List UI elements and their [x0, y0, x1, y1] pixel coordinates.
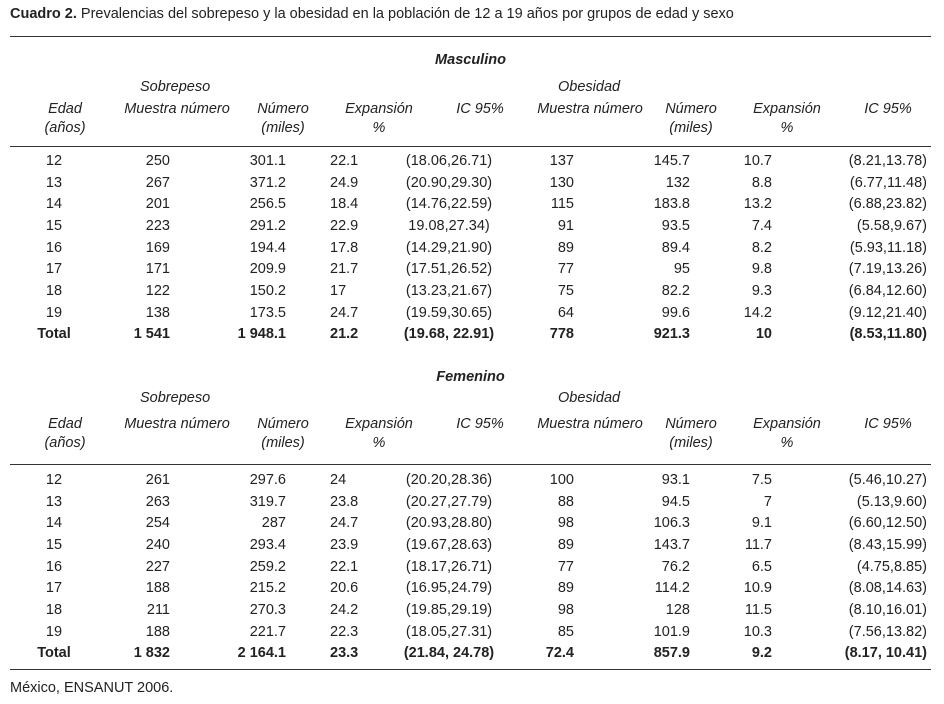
- cell-expansion-sobrepeso: 22.3: [330, 623, 359, 640]
- col-header-ic-obesidad-f: IC 95%: [864, 416, 912, 432]
- table-row: [10, 215, 931, 237]
- cell-expansion-obesidad: 10.9: [743, 580, 772, 597]
- col-header-ic-obesidad: IC 95%: [864, 101, 912, 117]
- cell-ic-sobrepeso: (14.76,22.59): [405, 196, 493, 213]
- table-row: [10, 193, 931, 215]
- cell-ic-sobrepeso: (19.67,28.63): [405, 536, 493, 553]
- cell-numero-sobrepeso: 270.3: [249, 601, 286, 618]
- col-header-expansion-obesidad-f: Expansión %: [753, 416, 821, 451]
- col-header-muestra-obesidad: Muestra número: [537, 101, 643, 117]
- cell-muestra-obesidad: 98: [557, 601, 574, 618]
- cell-numero-obesidad: 93.5: [661, 217, 690, 234]
- cell-ic-sobrepeso: (19.59,30.65): [405, 304, 493, 321]
- cell-ic-obesidad: (5.58,9.67): [856, 217, 927, 234]
- cell-expansion-obesidad: 7: [763, 493, 772, 510]
- cell-numero-obesidad: 143.7: [653, 536, 690, 553]
- cell-muestra-obesidad: 98: [557, 515, 574, 532]
- cell-ic-obesidad: (8.21,13.78): [848, 152, 927, 169]
- cell-ic-obesidad: (6.77,11.48): [849, 174, 927, 191]
- table-row: [10, 599, 931, 621]
- cell-muestra-sobrepeso: 138: [145, 304, 170, 321]
- cell-muestra-sobrepeso: 254: [145, 515, 170, 532]
- cell-ic-obesidad: (5.93,11.18): [849, 239, 927, 256]
- col-header-muestra-sobrepeso-f: Muestra número: [124, 416, 230, 432]
- cell-numero-obesidad: 145.7: [653, 152, 690, 169]
- cell-expansion-sobrepeso: 24.9: [330, 174, 359, 191]
- cell-expansion-obesidad: 7.4: [751, 217, 772, 234]
- cell-muestra-obesidad: 778: [549, 326, 574, 343]
- cell-numero-sobrepeso: 301.1: [249, 152, 286, 169]
- col-header-muestra-obesidad-f: Muestra número: [537, 416, 643, 432]
- cell-expansion-sobrepeso: 22.9: [330, 217, 359, 234]
- cell-numero-sobrepeso: 173.5: [249, 304, 286, 321]
- cell-numero-sobrepeso: 209.9: [249, 261, 286, 278]
- cell-edad: Total: [37, 326, 71, 343]
- col-header-edad: Edad (años): [44, 101, 86, 136]
- cell-numero-obesidad: 132: [665, 174, 690, 191]
- cell-numero-obesidad: 857.9: [653, 645, 690, 662]
- cell-numero-obesidad: 93.1: [661, 471, 690, 488]
- data-table-masculino: [10, 150, 931, 345]
- cell-muestra-sobrepeso: 188: [145, 580, 170, 597]
- cell-expansion-obesidad: 10.3: [743, 623, 772, 640]
- cell-ic-sobrepeso: 19.08,27.34): [408, 217, 490, 234]
- col-header-numero-sobrepeso-f: Número (miles): [257, 416, 309, 451]
- cell-ic-sobrepeso: (14.29,21.90): [405, 239, 493, 256]
- cell-expansion-obesidad: 13.2: [743, 196, 772, 213]
- table-row: [10, 302, 931, 324]
- table-row: [10, 469, 931, 491]
- cell-edad: 15: [45, 536, 63, 553]
- table-row: [10, 534, 931, 556]
- cell-numero-obesidad: 183.8: [653, 196, 690, 213]
- cell-muestra-obesidad: 85: [557, 623, 574, 640]
- cell-ic-obesidad: (8.43,15.99): [848, 536, 927, 553]
- section-title-femenino: Femenino: [436, 369, 505, 385]
- cell-muestra-obesidad: 72.4: [545, 645, 574, 662]
- cell-muestra-obesidad: 115: [550, 196, 574, 213]
- cell-ic-sobrepeso: (20.93,28.80): [405, 515, 493, 532]
- cell-muestra-obesidad: 130: [549, 174, 574, 191]
- cell-ic-obesidad: (5.46,10.27): [848, 471, 927, 488]
- cell-ic-obesidad: (8.17, 10.41): [844, 645, 927, 662]
- cell-expansion-sobrepeso: 18.4: [330, 196, 359, 213]
- col-header-expansion-sobrepeso: Expansión %: [345, 101, 413, 136]
- cell-numero-obesidad: 76.2: [661, 558, 690, 575]
- cell-expansion-obesidad: 6.5: [751, 558, 772, 575]
- cell-expansion-sobrepeso: 17.8: [330, 239, 359, 256]
- cell-edad: 15: [45, 217, 63, 234]
- cell-expansion-sobrepeso: 24: [330, 471, 347, 488]
- cell-muestra-sobrepeso: 223: [145, 217, 170, 234]
- cell-numero-sobrepeso: 297.6: [249, 471, 286, 488]
- cell-ic-obesidad: (9.12,21.40): [848, 304, 927, 321]
- cell-muestra-sobrepeso: 240: [145, 536, 170, 553]
- cell-ic-obesidad: (4.75,8.85): [856, 558, 927, 575]
- table-row: [10, 512, 931, 534]
- cell-muestra-obesidad: 100: [549, 471, 574, 488]
- col-header-numero-sobrepeso: Número (miles): [257, 101, 309, 136]
- cell-ic-sobrepeso: (19.85,29.19): [405, 601, 493, 618]
- cell-edad: Total: [37, 645, 71, 662]
- cell-expansion-sobrepeso: 21.2: [330, 326, 359, 343]
- cell-edad: 17: [45, 580, 63, 597]
- cell-numero-obesidad: 101.9: [653, 623, 690, 640]
- table-row: [10, 150, 931, 172]
- cell-muestra-sobrepeso: 122: [145, 282, 170, 299]
- cell-numero-obesidad: 89.4: [661, 239, 690, 256]
- cell-expansion-sobrepeso: 23.9: [330, 536, 359, 553]
- cell-numero-sobrepeso: 194.4: [249, 239, 286, 256]
- cell-expansion-sobrepeso: 24.7: [330, 515, 359, 532]
- cell-muestra-obesidad: 91: [557, 217, 574, 234]
- col-header-expansion-sobrepeso-f: Expansión %: [345, 416, 413, 451]
- cell-numero-sobrepeso: 256.5: [249, 196, 286, 213]
- cell-muestra-sobrepeso: 211: [146, 601, 170, 618]
- cell-expansion-sobrepeso: 17: [330, 282, 347, 299]
- cell-edad: 14: [45, 515, 63, 532]
- cell-numero-sobrepeso: 287: [261, 515, 286, 532]
- cell-muestra-obesidad: 64: [557, 304, 574, 321]
- cell-muestra-obesidad: 88: [557, 493, 574, 510]
- table-caption: [10, 6, 734, 22]
- cell-ic-sobrepeso: (18.17,26.71): [405, 558, 493, 575]
- cell-numero-sobrepeso: 293.4: [249, 536, 286, 553]
- cell-edad: 19: [45, 623, 63, 640]
- col-header-numero-obesidad: Número (miles): [665, 101, 717, 136]
- cell-edad: 12: [45, 152, 63, 169]
- cell-muestra-sobrepeso: 263: [145, 493, 170, 510]
- cell-muestra-sobrepeso: 250: [145, 152, 170, 169]
- cell-ic-sobrepeso: (18.06,26.71): [405, 152, 493, 169]
- cell-ic-obesidad: (6.84,12.60): [848, 282, 927, 299]
- cell-ic-sobrepeso: (13.23,21.67): [405, 282, 493, 299]
- cell-expansion-obesidad: 7.5: [751, 471, 772, 488]
- col-header-ic-sobrepeso: IC 95%: [456, 101, 504, 117]
- cell-numero-sobrepeso: 371.2: [249, 174, 286, 191]
- cell-muestra-obesidad: 89: [557, 580, 574, 597]
- cell-expansion-obesidad: 8.8: [751, 174, 772, 191]
- table-row: [10, 491, 931, 513]
- caption-text: Prevalencias del sobrepeso y la obesidad en la población de 12 a 19 años por grupos de edad y sexo: [80, 6, 734, 22]
- cell-edad: 14: [45, 196, 63, 213]
- cell-numero-obesidad: 106.3: [653, 515, 690, 532]
- cell-expansion-obesidad: 9.8: [751, 261, 772, 278]
- cell-ic-sobrepeso: (20.90,29.30): [405, 174, 493, 191]
- table-row: [10, 556, 931, 578]
- cell-numero-obesidad: 128: [665, 601, 690, 618]
- cell-ic-sobrepeso: (20.20,28.36): [405, 471, 493, 488]
- group-header-sobrepeso: Sobrepeso: [140, 79, 211, 95]
- cell-muestra-obesidad: 75: [557, 282, 574, 299]
- group-header-obesidad: Obesidad: [558, 79, 621, 95]
- table-row: [10, 258, 931, 280]
- cell-ic-obesidad: (6.88,23.82): [848, 196, 927, 213]
- cell-numero-sobrepeso: 1 948.1: [237, 326, 286, 343]
- cell-ic-obesidad: (8.08,14.63): [848, 580, 927, 597]
- cell-muestra-sobrepeso: 261: [145, 471, 170, 488]
- cell-muestra-obesidad: 137: [549, 152, 574, 169]
- cell-expansion-sobrepeso: 23.8: [330, 493, 359, 510]
- cell-ic-sobrepeso: (20.27,27.79): [405, 493, 493, 510]
- group-header-obesidad-f: Obesidad: [558, 390, 621, 406]
- cell-expansion-obesidad: 11.5: [744, 601, 772, 618]
- cell-expansion-obesidad: 8.2: [751, 239, 772, 256]
- cell-ic-obesidad: (8.53,11.80): [849, 326, 927, 343]
- top-rule: [10, 36, 931, 37]
- group-header-sobrepeso-f: Sobrepeso: [140, 390, 211, 406]
- cell-edad: 16: [45, 239, 63, 256]
- table-row: [10, 237, 931, 259]
- cell-numero-sobrepeso: 259.2: [249, 558, 286, 575]
- source-note: México, ENSANUT 2006.: [10, 680, 174, 696]
- cell-ic-sobrepeso: (16.95,24.79): [405, 580, 493, 597]
- cell-expansion-obesidad: 9.3: [751, 282, 772, 299]
- cell-expansion-obesidad: 9.2: [751, 645, 772, 662]
- cell-muestra-sobrepeso: 267: [145, 174, 170, 191]
- cell-muestra-obesidad: 77: [557, 558, 574, 575]
- cell-ic-obesidad: (8.10,16.01): [848, 601, 927, 618]
- cell-expansion-sobrepeso: 20.6: [330, 580, 359, 597]
- cell-muestra-sobrepeso: 171: [145, 261, 170, 278]
- cell-muestra-sobrepeso: 201: [145, 196, 170, 213]
- cell-muestra-sobrepeso: 227: [145, 558, 170, 575]
- cell-numero-obesidad: 99.6: [661, 304, 690, 321]
- col-header-muestra-sobrepeso: Muestra número: [124, 101, 230, 117]
- cell-edad: 18: [45, 282, 63, 299]
- cell-muestra-sobrepeso: 1 832: [133, 645, 170, 662]
- total-row: [10, 324, 931, 346]
- cell-expansion-sobrepeso: 21.7: [330, 261, 359, 278]
- cell-muestra-obesidad: 77: [557, 261, 574, 278]
- col-header-numero-obesidad-f: Número (miles): [665, 416, 717, 451]
- col-header-edad-f: Edad (años): [44, 416, 86, 451]
- table-row: [10, 172, 931, 194]
- cell-expansion-sobrepeso: 24.2: [330, 601, 359, 618]
- cell-expansion-obesidad: 14.2: [743, 304, 772, 321]
- cell-ic-sobrepeso: (17.51,26.52): [405, 261, 493, 278]
- cell-ic-obesidad: (7.19,13.26): [848, 261, 927, 278]
- cell-expansion-obesidad: 11.7: [744, 536, 772, 553]
- cell-expansion-sobrepeso: 22.1: [330, 558, 359, 575]
- cell-expansion-sobrepeso: 23.3: [330, 645, 359, 662]
- cell-ic-obesidad: (6.60,12.50): [848, 515, 927, 532]
- cell-ic-obesidad: (7.56,13.82): [848, 623, 927, 640]
- cell-expansion-sobrepeso: 24.7: [330, 304, 359, 321]
- cell-numero-obesidad: 921.3: [653, 326, 690, 343]
- cell-muestra-obesidad: 89: [557, 239, 574, 256]
- cell-expansion-obesidad: 10.7: [743, 152, 772, 169]
- cell-numero-obesidad: 82.2: [661, 282, 690, 299]
- bottom-rule: [10, 669, 931, 670]
- total-row: [10, 643, 931, 665]
- cell-expansion-obesidad: 10: [755, 326, 772, 343]
- cell-edad: 18: [45, 601, 63, 618]
- cell-numero-obesidad: 94.5: [661, 493, 690, 510]
- cell-ic-sobrepeso: (19.68, 22.91): [403, 326, 495, 343]
- cell-expansion-obesidad: 9.1: [751, 515, 772, 532]
- cell-expansion-sobrepeso: 22.1: [330, 152, 359, 169]
- header-rule-femenino: [10, 464, 931, 465]
- cell-numero-obesidad: 95: [673, 261, 690, 278]
- cell-ic-sobrepeso: (21.84, 24.78): [403, 645, 495, 662]
- cell-edad: 17: [45, 261, 63, 278]
- col-header-expansion-obesidad: Expansión %: [753, 101, 821, 136]
- table-row: [10, 280, 931, 302]
- data-table-femenino: [10, 469, 931, 664]
- cell-numero-sobrepeso: 291.2: [249, 217, 286, 234]
- cell-numero-obesidad: 114.2: [654, 580, 690, 597]
- cell-numero-sobrepeso: 150.2: [249, 282, 286, 299]
- cell-numero-sobrepeso: 221.7: [249, 623, 286, 640]
- col-header-ic-sobrepeso-f: IC 95%: [456, 416, 504, 432]
- cell-muestra-sobrepeso: 169: [145, 239, 170, 256]
- cell-muestra-sobrepeso: 1 541: [133, 326, 170, 343]
- cell-edad: 16: [45, 558, 63, 575]
- cell-muestra-sobrepeso: 188: [145, 623, 170, 640]
- cell-numero-sobrepeso: 215.2: [249, 580, 286, 597]
- cell-ic-obesidad: (5.13,9.60): [856, 493, 927, 510]
- cell-muestra-obesidad: 89: [557, 536, 574, 553]
- header-rule-masculino: [10, 146, 931, 147]
- table-row: [10, 621, 931, 643]
- cell-numero-sobrepeso: 319.7: [249, 493, 286, 510]
- cell-ic-sobrepeso: (18.05,27.31): [405, 623, 493, 640]
- caption-label: Cuadro 2.: [10, 6, 77, 22]
- section-title-masculino: Masculino: [435, 52, 506, 68]
- cell-edad: 13: [45, 493, 63, 510]
- cell-edad: 19: [45, 304, 63, 321]
- table-row: [10, 577, 931, 599]
- cell-edad: 12: [45, 471, 63, 488]
- cell-edad: 13: [45, 174, 63, 191]
- cell-numero-sobrepeso: 2 164.1: [237, 645, 286, 662]
